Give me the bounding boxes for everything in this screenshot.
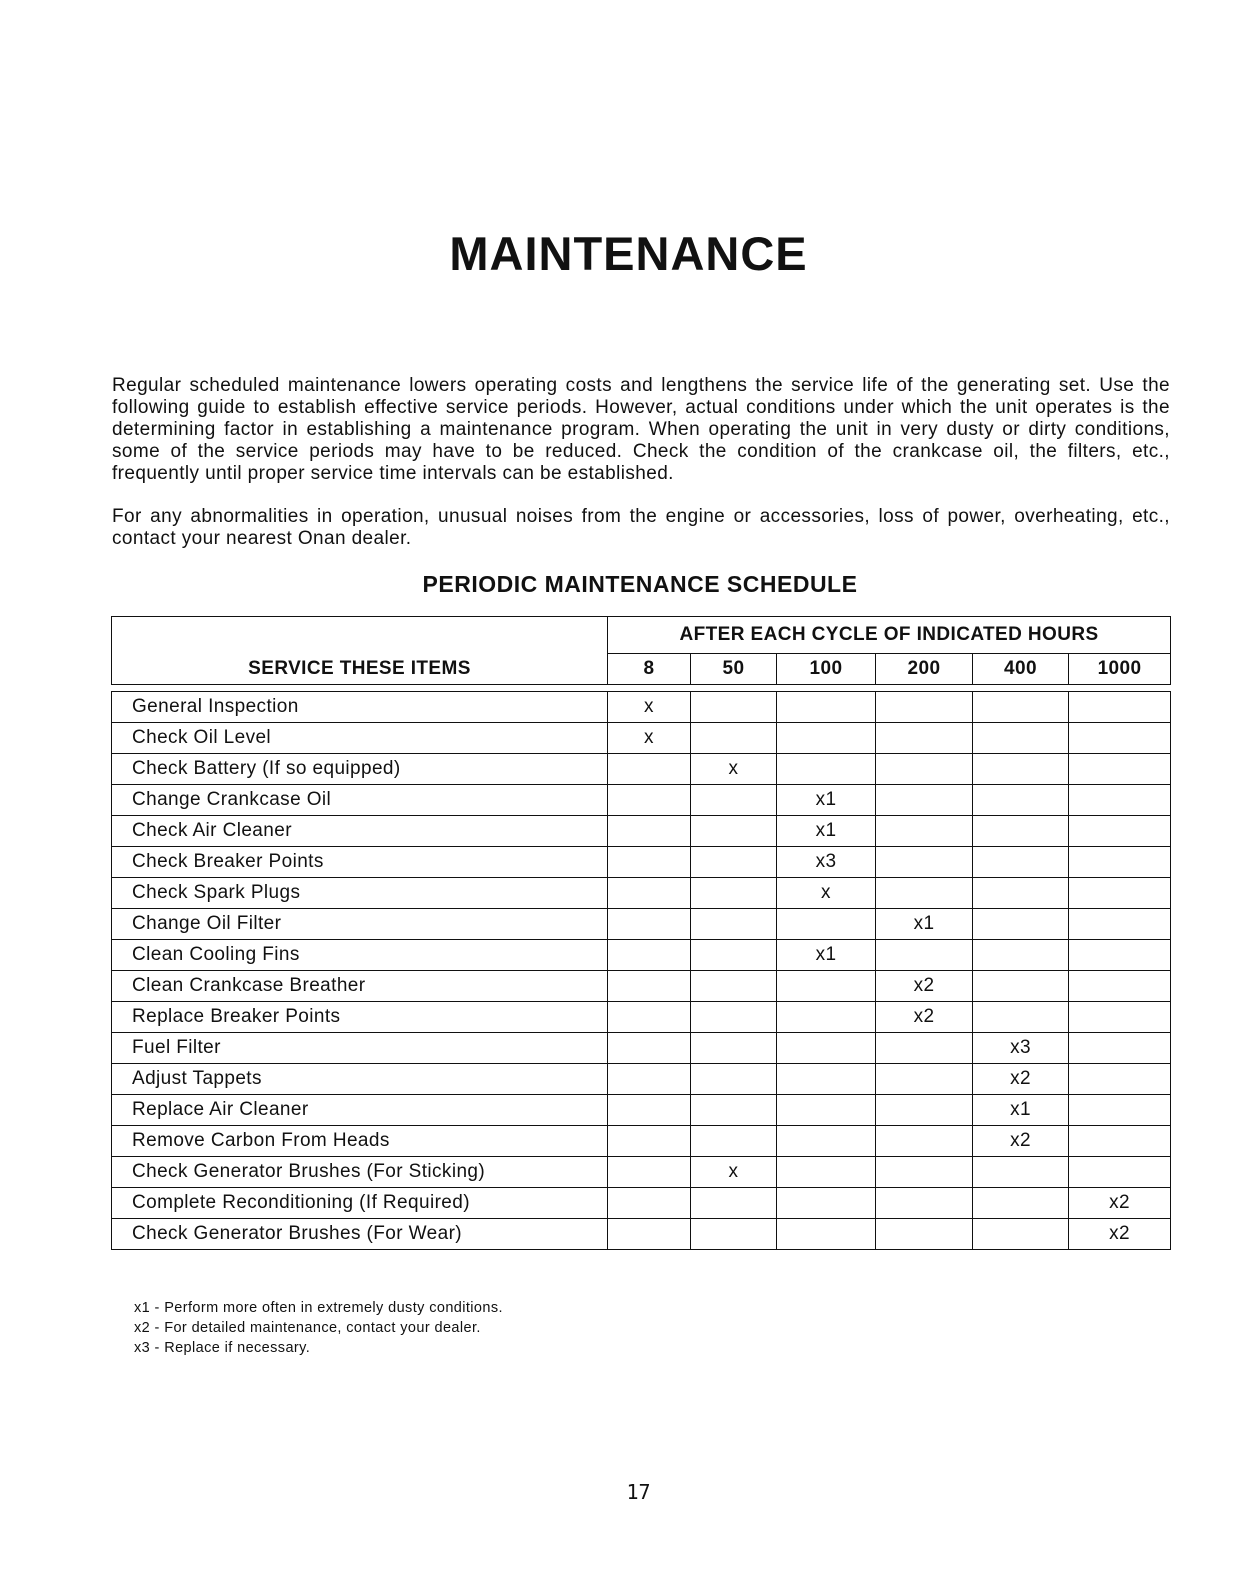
interval-cell bbox=[1069, 1033, 1171, 1064]
page-title: MAINTENANCE bbox=[449, 227, 808, 280]
table-row bbox=[112, 847, 1171, 878]
interval-cell bbox=[1069, 723, 1171, 754]
interval-cell bbox=[876, 692, 973, 723]
interval-cell bbox=[608, 1126, 691, 1157]
interval-cell: x1 bbox=[876, 909, 973, 940]
interval-cell bbox=[608, 909, 691, 940]
dealer-paragraph: For any abnormalities in operation, unusual noises from the engine or accessories, loss of power, overheating, etc., contact your nearest Onan dealer. bbox=[112, 506, 1170, 549]
interval-cell: x1 bbox=[777, 816, 876, 847]
interval-cell: x1 bbox=[973, 1095, 1069, 1126]
page-number: 17 bbox=[626, 1480, 651, 1504]
interval-cell bbox=[973, 909, 1069, 940]
interval-cell bbox=[876, 847, 973, 878]
service-item: Check Oil Level bbox=[112, 723, 608, 754]
table-row bbox=[112, 878, 1171, 909]
interval-cell bbox=[1069, 909, 1171, 940]
table-row bbox=[112, 785, 1171, 816]
table-row bbox=[112, 940, 1171, 971]
table-row bbox=[112, 1002, 1171, 1033]
service-item: Replace Breaker Points bbox=[112, 1002, 608, 1033]
hours-header-50: 50 bbox=[691, 654, 777, 685]
interval-cell: x bbox=[608, 723, 691, 754]
interval-cell bbox=[876, 1064, 973, 1095]
interval-cell bbox=[691, 878, 777, 909]
interval-cell bbox=[973, 940, 1069, 971]
table-row bbox=[112, 692, 1171, 723]
interval-cell: x bbox=[608, 692, 691, 723]
interval-cell bbox=[691, 1188, 777, 1219]
interval-cell: x bbox=[777, 878, 876, 909]
interval-cell: x2 bbox=[1069, 1219, 1171, 1250]
interval-cell bbox=[608, 1219, 691, 1250]
interval-cell bbox=[608, 971, 691, 1002]
service-item: Adjust Tappets bbox=[112, 1064, 608, 1095]
interval-cell bbox=[973, 723, 1069, 754]
interval-cell bbox=[691, 1002, 777, 1033]
interval-cell bbox=[777, 1126, 876, 1157]
interval-cell: x3 bbox=[777, 847, 876, 878]
interval-cell bbox=[1069, 847, 1171, 878]
footnote-x1: x1 - Perform more often in extremely dusty conditions. bbox=[134, 1300, 503, 1316]
table-row bbox=[112, 971, 1171, 1002]
interval-cell bbox=[973, 878, 1069, 909]
interval-cell bbox=[608, 1188, 691, 1219]
interval-cell bbox=[777, 1002, 876, 1033]
interval-cell bbox=[973, 692, 1069, 723]
interval-cell bbox=[777, 1219, 876, 1250]
interval-cell bbox=[1069, 1157, 1171, 1188]
footnotes bbox=[134, 1298, 503, 1358]
service-item: Check Generator Brushes (For Sticking) bbox=[112, 1157, 608, 1188]
service-item: Complete Reconditioning (If Required) bbox=[112, 1188, 608, 1219]
service-item: Change Oil Filter bbox=[112, 909, 608, 940]
table-row bbox=[112, 909, 1171, 940]
interval-cell bbox=[691, 692, 777, 723]
interval-cell bbox=[973, 847, 1069, 878]
interval-cell bbox=[691, 1033, 777, 1064]
interval-cell bbox=[777, 1188, 876, 1219]
interval-cell bbox=[973, 785, 1069, 816]
interval-cell: x bbox=[691, 1157, 777, 1188]
service-item: Check Spark Plugs bbox=[112, 878, 608, 909]
interval-cell bbox=[1069, 1126, 1171, 1157]
interval-cell bbox=[777, 723, 876, 754]
service-item: Check Breaker Points bbox=[112, 847, 608, 878]
interval-cell bbox=[777, 1064, 876, 1095]
interval-cell bbox=[876, 1157, 973, 1188]
interval-cell bbox=[691, 847, 777, 878]
table-row bbox=[112, 1126, 1171, 1157]
service-item: Replace Air Cleaner bbox=[112, 1095, 608, 1126]
table-row bbox=[112, 1219, 1171, 1250]
maintenance-schedule-table bbox=[111, 616, 1171, 1250]
interval-cell bbox=[876, 1219, 973, 1250]
interval-cell bbox=[876, 1188, 973, 1219]
service-item: Clean Cooling Fins bbox=[112, 940, 608, 971]
interval-cell: x1 bbox=[777, 785, 876, 816]
interval-cell bbox=[876, 754, 973, 785]
interval-cell bbox=[691, 940, 777, 971]
interval-cell bbox=[777, 1095, 876, 1126]
interval-cell bbox=[1069, 1095, 1171, 1126]
interval-cell bbox=[608, 785, 691, 816]
interval-cell bbox=[1069, 1064, 1171, 1095]
items-column-header: SERVICE THESE ITEMS bbox=[112, 617, 608, 685]
footnote-x2: x2 - For detailed maintenance, contact your dealer. bbox=[134, 1320, 481, 1336]
table-row bbox=[112, 1095, 1171, 1126]
interval-cell bbox=[1069, 940, 1171, 971]
interval-cell bbox=[777, 1157, 876, 1188]
interval-cell: x2 bbox=[1069, 1188, 1171, 1219]
interval-cell bbox=[1069, 971, 1171, 1002]
interval-cell: x2 bbox=[876, 971, 973, 1002]
table-row bbox=[112, 1064, 1171, 1095]
interval-cell bbox=[973, 1188, 1069, 1219]
interval-cell bbox=[691, 1126, 777, 1157]
interval-cell bbox=[691, 1064, 777, 1095]
interval-cell bbox=[608, 1033, 691, 1064]
interval-cell bbox=[691, 1095, 777, 1126]
intro-paragraph: Regular scheduled maintenance lowers operating costs and lengthens the service life of the generating set. Use the following guide to establish effective service periods. However, actual conditions under which the unit operates is the determining factor in establishing a maintenance program. When operating the unit in very dusty or dirty conditions, some of the service periods may have to be reduced. Check the condition of the crankcase oil, the filters, etc., frequently until proper service time intervals can be established. bbox=[112, 375, 1170, 484]
interval-cell bbox=[691, 785, 777, 816]
hours-header-200: 200 bbox=[876, 654, 973, 685]
interval-cell bbox=[777, 971, 876, 1002]
interval-cell bbox=[608, 1157, 691, 1188]
interval-cell bbox=[1069, 754, 1171, 785]
hours-header-100: 100 bbox=[777, 654, 876, 685]
interval-cell: x2 bbox=[973, 1126, 1069, 1157]
interval-cell: x2 bbox=[973, 1064, 1069, 1095]
table-row bbox=[112, 1157, 1171, 1188]
interval-cell bbox=[777, 692, 876, 723]
service-item: Clean Crankcase Breather bbox=[112, 971, 608, 1002]
interval-cell: x2 bbox=[876, 1002, 973, 1033]
table-row bbox=[112, 723, 1171, 754]
interval-cell bbox=[973, 754, 1069, 785]
interval-cell bbox=[1069, 785, 1171, 816]
interval-cell bbox=[973, 971, 1069, 1002]
table-row bbox=[112, 1188, 1171, 1219]
service-item: Fuel Filter bbox=[112, 1033, 608, 1064]
interval-cell bbox=[1069, 878, 1171, 909]
interval-cell bbox=[876, 878, 973, 909]
interval-cell bbox=[777, 909, 876, 940]
interval-cell bbox=[691, 1219, 777, 1250]
service-item: Check Generator Brushes (For Wear) bbox=[112, 1219, 608, 1250]
service-item: Change Crankcase Oil bbox=[112, 785, 608, 816]
service-item: General Inspection bbox=[112, 692, 608, 723]
service-item: Check Battery (If so equipped) bbox=[112, 754, 608, 785]
interval-cell bbox=[876, 940, 973, 971]
interval-cell bbox=[691, 971, 777, 1002]
interval-cell bbox=[777, 1033, 876, 1064]
interval-cell bbox=[876, 816, 973, 847]
interval-cell: x bbox=[691, 754, 777, 785]
interval-cell bbox=[973, 816, 1069, 847]
interval-cell bbox=[876, 723, 973, 754]
interval-cell bbox=[608, 1095, 691, 1126]
interval-cell bbox=[608, 847, 691, 878]
interval-cell: x3 bbox=[973, 1033, 1069, 1064]
hours-header-1000: 1000 bbox=[1069, 654, 1171, 685]
interval-cell bbox=[691, 909, 777, 940]
hours-group-header: AFTER EACH CYCLE OF INDICATED HOURS bbox=[608, 617, 1171, 654]
interval-cell bbox=[876, 1033, 973, 1064]
interval-cell bbox=[876, 1095, 973, 1126]
service-item: Remove Carbon From Heads bbox=[112, 1126, 608, 1157]
interval-cell bbox=[876, 785, 973, 816]
service-item: Check Air Cleaner bbox=[112, 816, 608, 847]
interval-cell: x1 bbox=[777, 940, 876, 971]
schedule-title: PERIODIC MAINTENANCE SCHEDULE bbox=[422, 571, 858, 597]
interval-cell bbox=[608, 940, 691, 971]
table-row bbox=[112, 816, 1171, 847]
interval-cell bbox=[1069, 1002, 1171, 1033]
table-row bbox=[112, 1033, 1171, 1064]
interval-cell bbox=[777, 754, 876, 785]
interval-cell bbox=[608, 754, 691, 785]
hours-header-400: 400 bbox=[973, 654, 1069, 685]
interval-cell bbox=[973, 1157, 1069, 1188]
interval-cell bbox=[1069, 692, 1171, 723]
footnote-x3: x3 - Replace if necessary. bbox=[134, 1340, 311, 1356]
interval-cell bbox=[1069, 816, 1171, 847]
interval-cell bbox=[608, 878, 691, 909]
interval-cell bbox=[876, 1126, 973, 1157]
hours-header-8: 8 bbox=[608, 654, 691, 685]
interval-cell bbox=[608, 1064, 691, 1095]
interval-cell bbox=[973, 1219, 1069, 1250]
interval-cell bbox=[608, 1002, 691, 1033]
table-row bbox=[112, 754, 1171, 785]
interval-cell bbox=[691, 723, 777, 754]
interval-cell bbox=[973, 1002, 1069, 1033]
interval-cell bbox=[691, 816, 777, 847]
interval-cell bbox=[608, 816, 691, 847]
